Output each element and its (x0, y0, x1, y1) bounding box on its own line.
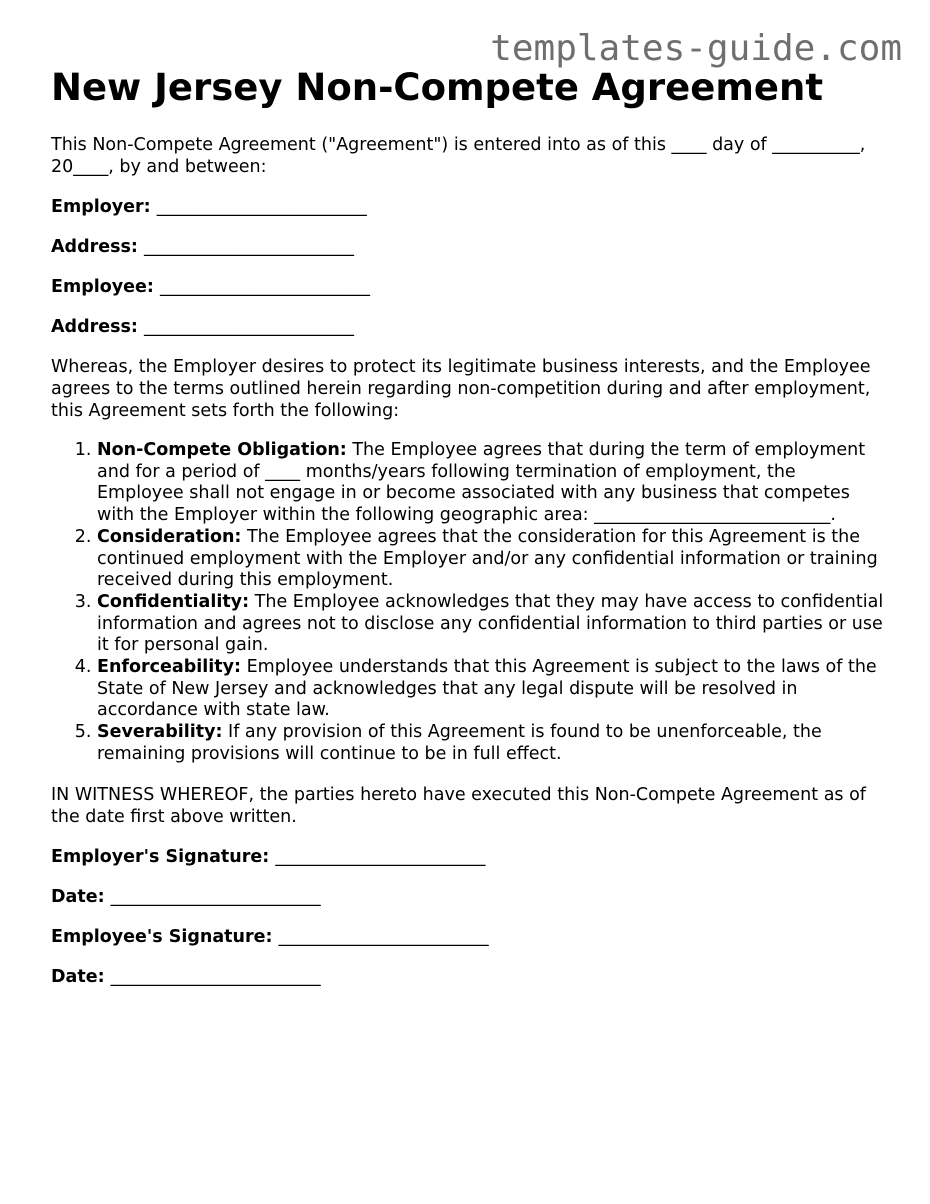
clause-item (97, 592, 887, 657)
employee-date-blank: ________________________ (110, 966, 321, 987)
employer-address-blank: ________________________ (144, 237, 355, 257)
employee-field (51, 276, 887, 298)
clause-heading: Enforceability: (97, 657, 242, 678)
employer-field (51, 196, 887, 218)
employer-address-label: Address: (51, 237, 138, 257)
clause-text: If any provision of this Agreement is found to be unenforceable, the remaining provisions will continue to be in full effect. (97, 722, 822, 764)
clause-heading: Consideration: (97, 526, 242, 547)
clause-text: The Employee agrees that the consideration for this Agreement is the continued employment with the Employer and/or any confidential information or training received during this employment. (97, 526, 878, 591)
employee-signature-label: Employee's Signature: (51, 926, 273, 947)
employer-signature-label: Employer's Signature: (51, 846, 270, 867)
employer-signature-field (51, 846, 887, 868)
employee-address-field (51, 316, 887, 338)
witness-paragraph: IN WITNESS WHEREOF, the parties hereto have executed this Non-Compete Agreement as of the date first above written. (51, 784, 866, 827)
employee-date-field (51, 966, 887, 988)
employee-address-label: Address: (51, 317, 138, 337)
employee-signature-blank: ________________________ (278, 926, 489, 947)
clause-text: The Employee acknowledges that they may have access to confidential information and agrees not to disclose any confidential information to third parties or use it for personal gain. (97, 591, 884, 656)
clause-item (97, 657, 887, 722)
clause-text: Employee understands that this Agreement is subject to the laws of the State of New Jersey and acknowledges that any legal dispute will be resolved in accordance with state law. (97, 657, 877, 721)
employee-label: Employee: (51, 277, 154, 297)
clause-item (97, 527, 887, 592)
employer-blank: ________________________ (156, 197, 367, 217)
clause-text: The Employee agrees that during the term of employment and for a period of ____ months/years following termination of employment, the Employee shall not engage in or become associated with any business that competes with the Employer within the following geographic area: ___________________________. (97, 440, 866, 526)
clause-heading: Severability: (97, 722, 223, 743)
employer-address-field (51, 236, 887, 258)
intro-paragraph: This Non-Compete Agreement ("Agreement") is entered into as of this ____ day of __________, 20____, by and between: (51, 135, 866, 177)
document-page (51, 66, 887, 988)
employer-date-field (51, 886, 887, 908)
clause-item (97, 440, 887, 527)
clause-list (51, 440, 887, 766)
employer-label: Employer: (51, 197, 151, 217)
employee-blank: ________________________ (159, 277, 370, 297)
clause-item (97, 722, 887, 765)
document-title: New Jersey Non-Compete Agreement (51, 66, 824, 109)
employer-signature-blank: ________________________ (275, 846, 486, 867)
employer-date-label: Date: (51, 886, 105, 907)
employee-signature-field (51, 926, 887, 948)
whereas-paragraph: Whereas, the Employer desires to protect its legitimate business interests, and the Employee agrees to the terms outlined herein regarding non-competition during and after employment, this Agreement sets forth the following: (51, 357, 871, 421)
clause-heading: Confidentiality: (97, 591, 250, 612)
employer-date-blank: ________________________ (110, 886, 321, 907)
employee-date-label: Date: (51, 966, 105, 987)
site-watermark: templates-guide.com (490, 28, 902, 69)
clause-heading: Non-Compete Obligation: (97, 440, 347, 460)
employee-address-blank: ________________________ (144, 317, 355, 337)
